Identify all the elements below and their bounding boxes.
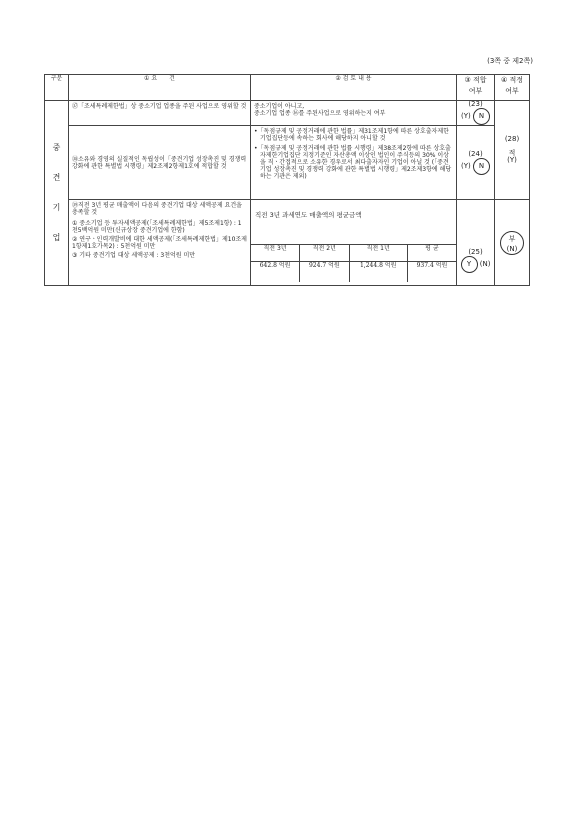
sales-value-2y: 924.7 억원 bbox=[300, 262, 349, 283]
sales-value-1y: 1,244.8 억원 bbox=[349, 262, 407, 283]
sales-header-avg: 평 균 bbox=[407, 245, 456, 262]
requirement-39: ㊴직전 3년 평균 매출액이 다음의 중견기업 대상 세액공제 요건을 충족할 것 ① 중소기업 등 투자세액공제(「조세특례제한법」제5조제1항) : 1천5백억원 미만(신규상장 중견기업에 한함) ② 연구ㆍ인력개발비에 대한 세액공제(「조세특례제한법」제10조제1항제1호가목2) : 5천억원 미만 ③ 기타 중견기업 대상 세액공제 : 3천억원 미만 bbox=[69, 200, 251, 286]
header-requirement: ① 요 건 bbox=[69, 75, 251, 101]
sales-value-3y: 642.8 억원 bbox=[251, 262, 300, 283]
header-fit: ③ 적합 여부 bbox=[457, 75, 495, 101]
fit-23: (23) (Y) N bbox=[457, 101, 495, 126]
selected-circle-no: 부 (N) bbox=[500, 231, 524, 255]
selected-circle-y: Y bbox=[461, 256, 478, 273]
row-23 bbox=[45, 101, 530, 126]
sales-header-3y: 직전 3년 bbox=[251, 245, 300, 262]
review-23: 중소기업이 아니고, 중소기업 업종 ⑯를 주된사업으로 영위하는지 여부 bbox=[251, 101, 457, 126]
header-overall: ④ 적정 여부 bbox=[495, 75, 530, 101]
row-25 bbox=[45, 200, 530, 286]
mid-sized-company-review-table bbox=[44, 74, 530, 286]
header-review: ② 검 토 내 용 bbox=[251, 75, 457, 101]
sales-header-1y: 직전 1년 bbox=[349, 245, 407, 262]
selected-circle-n: N bbox=[473, 108, 490, 125]
review-25-title: 직전 3년 과세연도 매출액의 평균금액 bbox=[255, 211, 362, 220]
category-mid-sized-company: 중 견 기 업 bbox=[45, 101, 69, 286]
overall-fit-no bbox=[495, 200, 530, 286]
review-25 bbox=[251, 200, 457, 286]
review-24: •「독점규제 및 공정거래에 관한 법률」제31조제1항에 따른 상호출자제한기업집단등에 속하는 회사에 해당하지 아니할 것 •「독점규제 및 공정거래에 관한 법률 시행령」제38조제2항에 따른 상호출자제한기업집단 지정기준인 자산총액 이상인 법인이 주식등의 30% 이상을 직ㆍ간접적으로 소유한 경우로서 최다출자자인 기업이 아닐 것 (「중견기업 성장촉진 및 경쟁력 강화에 관한 특별법 시행령」제2조제3항에 해당하는 기관은 제외) bbox=[251, 126, 457, 200]
sales-table bbox=[251, 244, 456, 282]
page-number: (3쪽 중 제2쪽) bbox=[487, 57, 533, 65]
sales-header-2y: 직전 2년 bbox=[300, 245, 349, 262]
selected-circle-n: N bbox=[473, 158, 490, 175]
fit-24: (24) (Y) N bbox=[457, 126, 495, 200]
overall-fit-yes: (28) 적 (Y) bbox=[495, 101, 530, 200]
requirement-37: ㊲「조세특례제한법」상 중소기업 업종을 주된 사업으로 영위할 것 bbox=[69, 101, 251, 126]
sales-value-avg: 937.4 억원 bbox=[407, 262, 456, 283]
requirement-38: ㊳소유와 경영의 실질적인 독립성이「중견기업 성장촉진 및 경쟁력 강화에 관한 특별법 시행령」제2조제2항제1호에 적합할 것 bbox=[69, 126, 251, 200]
header-category: 구분 bbox=[45, 75, 69, 101]
row-24 bbox=[45, 126, 530, 200]
fit-25: (25) Y (N) bbox=[457, 200, 495, 286]
header-row bbox=[45, 75, 530, 101]
